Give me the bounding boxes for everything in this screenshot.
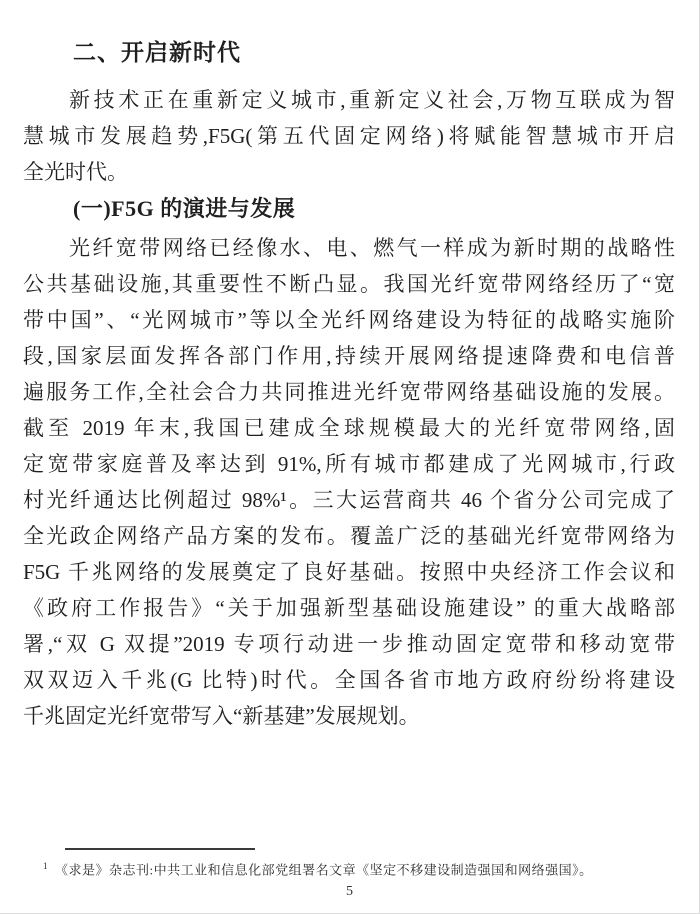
footnote xyxy=(23,857,675,879)
footnote-marker: 1 xyxy=(43,861,48,871)
text-line: 双双迈入千兆(G 比特)时代。全国各省市地方政府纷纷将建设 xyxy=(23,668,675,692)
page-content xyxy=(23,38,675,734)
text-line: 截至 2019 年末,我国已建成全球规模最大的光纤宽带网络,固 xyxy=(23,416,675,440)
subsection-heading: (一)F5G 的演进与发展 xyxy=(73,196,296,221)
text-line: 定宽带家庭普及率达到 91%,所有城市都建成了光网城市,行政 xyxy=(23,452,675,476)
text-line: 慧城市发展趋势,F5G(第五代固定网络)将赋能智慧城市开启 xyxy=(23,124,675,148)
intro-paragraph xyxy=(23,82,675,190)
section-heading: 二、开启新时代 xyxy=(73,40,241,65)
footnote-text: 《求是》杂志刊:中共工业和信息化部党组署名文章《坚定不移建设制造强国和网络强国》。 xyxy=(55,862,593,878)
text-line: 千兆固定光纤宽带写入“新基建”发展规划。 xyxy=(23,704,420,728)
text-line: 公共基础设施,其重要性不断凸显。我国光纤宽带网络经历了“宽 xyxy=(23,272,675,296)
footnote-divider xyxy=(65,848,255,850)
text-line: 段,国家层面发挥各部门作用,持续开展网络提速降费和电信普 xyxy=(23,344,675,368)
footnote-area xyxy=(23,848,675,879)
text-line: 带中国”、“光网城市”等以全光纤网络建设为特征的战略实施阶 xyxy=(23,308,675,332)
text-line: 全光政企网络产品方案的发布。覆盖广泛的基础光纤宽带网络为 xyxy=(23,524,675,548)
text-line: 《政府工作报告》“关于加强新型基础设施建设” 的重大战略部 xyxy=(23,596,675,620)
body-paragraph xyxy=(23,230,675,734)
text-line: 村光纤通达比例超过 98%¹。三大运营商共 46 个省分公司完成了 xyxy=(23,488,675,512)
text-line: 署,“双 G 双提”2019 专项行动进一步推动固定宽带和移动宽带 xyxy=(23,632,675,656)
text-line: 新技术正在重新定义城市,重新定义社会,万物互联成为智 xyxy=(69,88,675,112)
text-line: 全光时代。 xyxy=(23,160,128,184)
text-line: 遍服务工作,全社会合力共同推进光纤宽带网络基础设施的发展。 xyxy=(23,380,675,404)
text-line: F5G 千兆网络的发展奠定了良好基础。按照中央经济工作会议和 xyxy=(23,560,675,584)
page-number: 5 xyxy=(346,884,353,899)
text-line: 光纤宽带网络已经像水、电、燃气一样成为新时期的战略性 xyxy=(69,236,675,260)
